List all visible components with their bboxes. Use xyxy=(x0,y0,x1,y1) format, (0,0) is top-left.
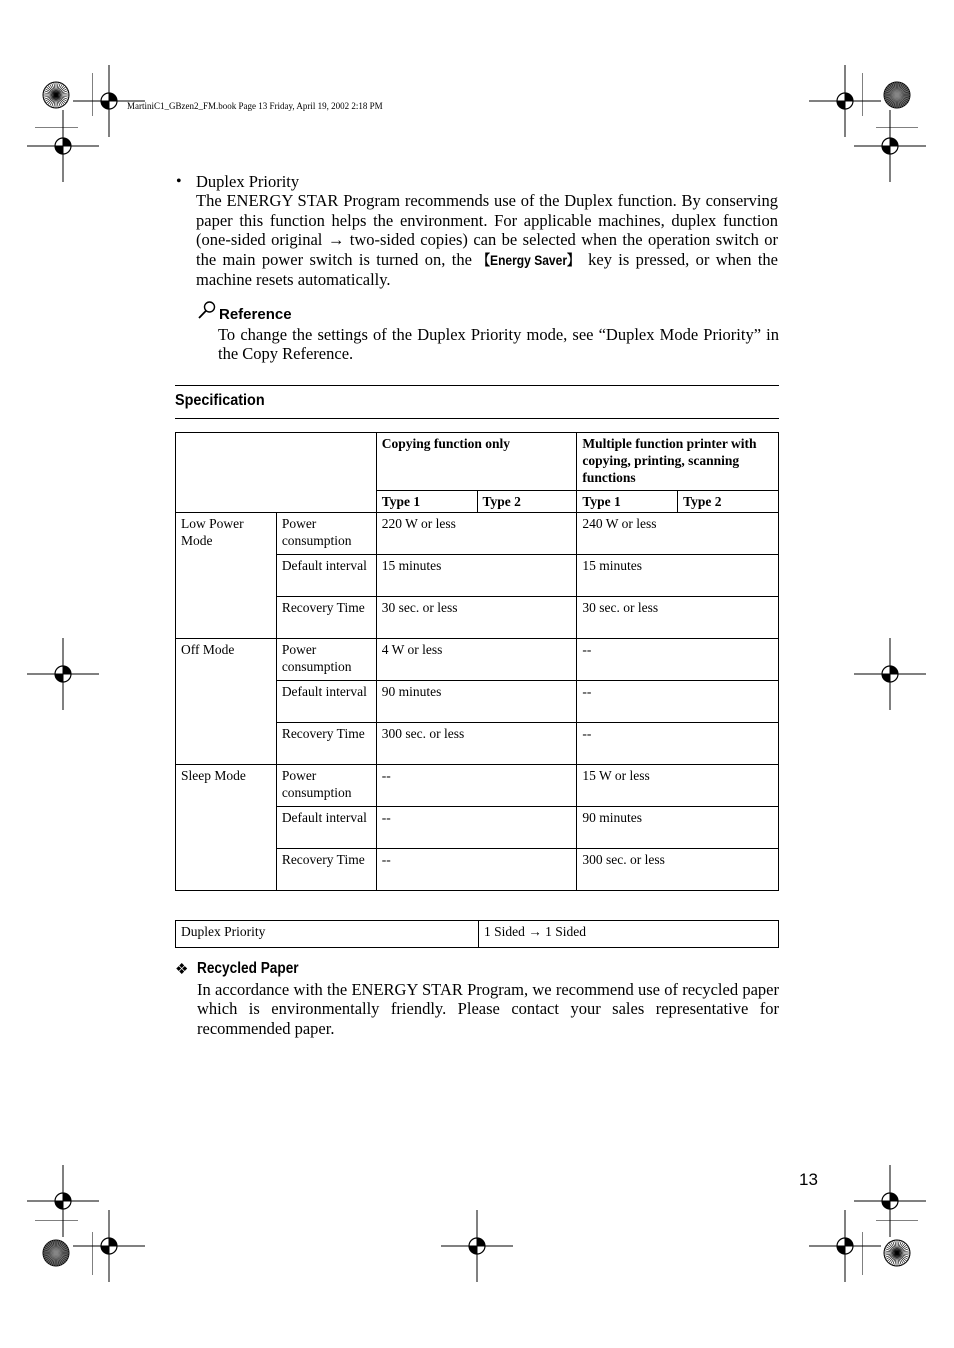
mfp-value-cell: 15 W or less xyxy=(577,765,779,807)
copy-value-cell: -- xyxy=(376,849,577,891)
mfp-value-cell: 90 minutes xyxy=(577,807,779,849)
crosshair-mark-icon xyxy=(441,1210,513,1282)
energy-saver-key-label: 【Energy Saver】 xyxy=(478,251,580,268)
table-row xyxy=(176,921,779,948)
type-header: Type 2 xyxy=(678,491,779,513)
reference-text: To change the settings of the Duplex Priority mode, see “Duplex Mode Priority” in the Copy Reference. xyxy=(218,325,779,364)
page-number: 13 xyxy=(799,1170,818,1189)
mfp-value-cell: -- xyxy=(577,723,779,765)
starburst-mark-icon xyxy=(41,1238,71,1268)
mfp-value-cell: -- xyxy=(577,681,779,723)
item-cell: Power consumption xyxy=(276,765,376,807)
crosshair-mark-icon xyxy=(73,1210,145,1282)
copy-value-cell: -- xyxy=(376,807,577,849)
item-cell: Power consumption xyxy=(276,639,376,681)
item-cell: Default interval xyxy=(276,555,376,597)
mfp-value-cell: 240 W or less xyxy=(577,513,779,555)
mfp-value-cell: 300 sec. or less xyxy=(577,849,779,891)
copy-value-cell: 30 sec. or less xyxy=(376,597,577,639)
recycled-paper-text: In accordance with the ENERGY STAR Program, we recommend use of recycled paper which is environmentally friendly. Please contact your sales representative for recommended paper. xyxy=(197,980,779,1038)
table-row xyxy=(176,639,779,681)
header-empty-cell xyxy=(176,433,377,513)
duplex-priority-label: Duplex Priority xyxy=(176,921,479,948)
duplex-priority-value: 1 Sided → 1 Sided xyxy=(479,921,779,948)
crosshair-mark-icon xyxy=(27,110,99,182)
crosshair-mark-icon xyxy=(809,1210,881,1282)
spec-top-rule xyxy=(175,385,779,386)
table-row xyxy=(176,765,779,807)
crosshair-mark-icon xyxy=(27,638,99,710)
bullet-symbol: • xyxy=(176,173,182,190)
header-copying-only: Copying function only xyxy=(376,433,577,491)
magnifier-icon xyxy=(197,300,217,325)
item-cell: Default interval xyxy=(276,681,376,723)
starburst-mark-icon xyxy=(41,80,71,110)
duplex-priority-table xyxy=(175,920,779,948)
duplex-priority-section xyxy=(176,172,778,289)
copy-value-cell: 90 minutes xyxy=(376,681,577,723)
specification-table xyxy=(175,432,779,891)
duplex-text-after-key: key is pressed, or when the machine resets automatically. xyxy=(196,249,778,290)
item-cell: Recovery Time xyxy=(276,723,376,765)
copy-value-cell: 300 sec. or less xyxy=(376,723,577,765)
diamond-bullet-icon: ❖ xyxy=(175,961,189,978)
item-cell: Power consumption xyxy=(276,513,376,555)
crosshair-mark-icon xyxy=(854,110,926,182)
recycled-paper-heading: Recycled Paper xyxy=(197,960,299,977)
copy-value-cell: -- xyxy=(376,765,577,807)
table-header-row xyxy=(176,433,779,491)
type-header: Type 1 xyxy=(577,491,678,513)
copy-value-cell: 15 minutes xyxy=(376,555,577,597)
duplex-priority-text xyxy=(196,191,778,289)
starburst-mark-icon xyxy=(882,1238,912,1268)
mode-name-cell: Low Power Mode xyxy=(176,513,277,639)
starburst-mark-icon xyxy=(882,80,912,110)
recycled-paper-section xyxy=(175,958,779,1038)
spec-bottom-rule xyxy=(175,418,779,419)
book-header-info: MartiniC1_GBzen2_FM.book Page 13 Friday, April 19, 2002 2:18 PM xyxy=(127,101,383,111)
header-mfp: Multiple function printer with copying, printing, scanning functions xyxy=(577,433,779,491)
reference-section xyxy=(197,300,779,364)
mfp-value-cell: 15 minutes xyxy=(577,555,779,597)
table-row xyxy=(176,513,779,555)
mfp-value-cell: -- xyxy=(577,639,779,681)
duplex-priority-title: Duplex Priority xyxy=(196,172,300,191)
item-cell: Recovery Time xyxy=(276,597,376,639)
crosshair-mark-icon xyxy=(854,638,926,710)
type-header: Type 2 xyxy=(477,491,577,513)
copy-value-cell: 4 W or less xyxy=(376,639,577,681)
duplex-text-before-key: The ENERGY STAR Program recommends use of the Duplex function. By conserving paper this function helps the environment. For applicable machines, duplex function (one-sided original → two-sided copies) can be selected when the operation switch or the main power switch is turned on, the xyxy=(196,191,778,269)
specification-heading: Specification xyxy=(175,392,265,409)
reference-label: Reference xyxy=(219,305,292,323)
item-cell: Recovery Time xyxy=(276,849,376,891)
item-cell: Default interval xyxy=(276,807,376,849)
copy-value-cell: 220 W or less xyxy=(376,513,577,555)
mode-name-cell: Sleep Mode xyxy=(176,765,277,891)
mode-name-cell: Off Mode xyxy=(176,639,277,765)
mfp-value-cell: 30 sec. or less xyxy=(577,597,779,639)
type-header: Type 1 xyxy=(376,491,477,513)
